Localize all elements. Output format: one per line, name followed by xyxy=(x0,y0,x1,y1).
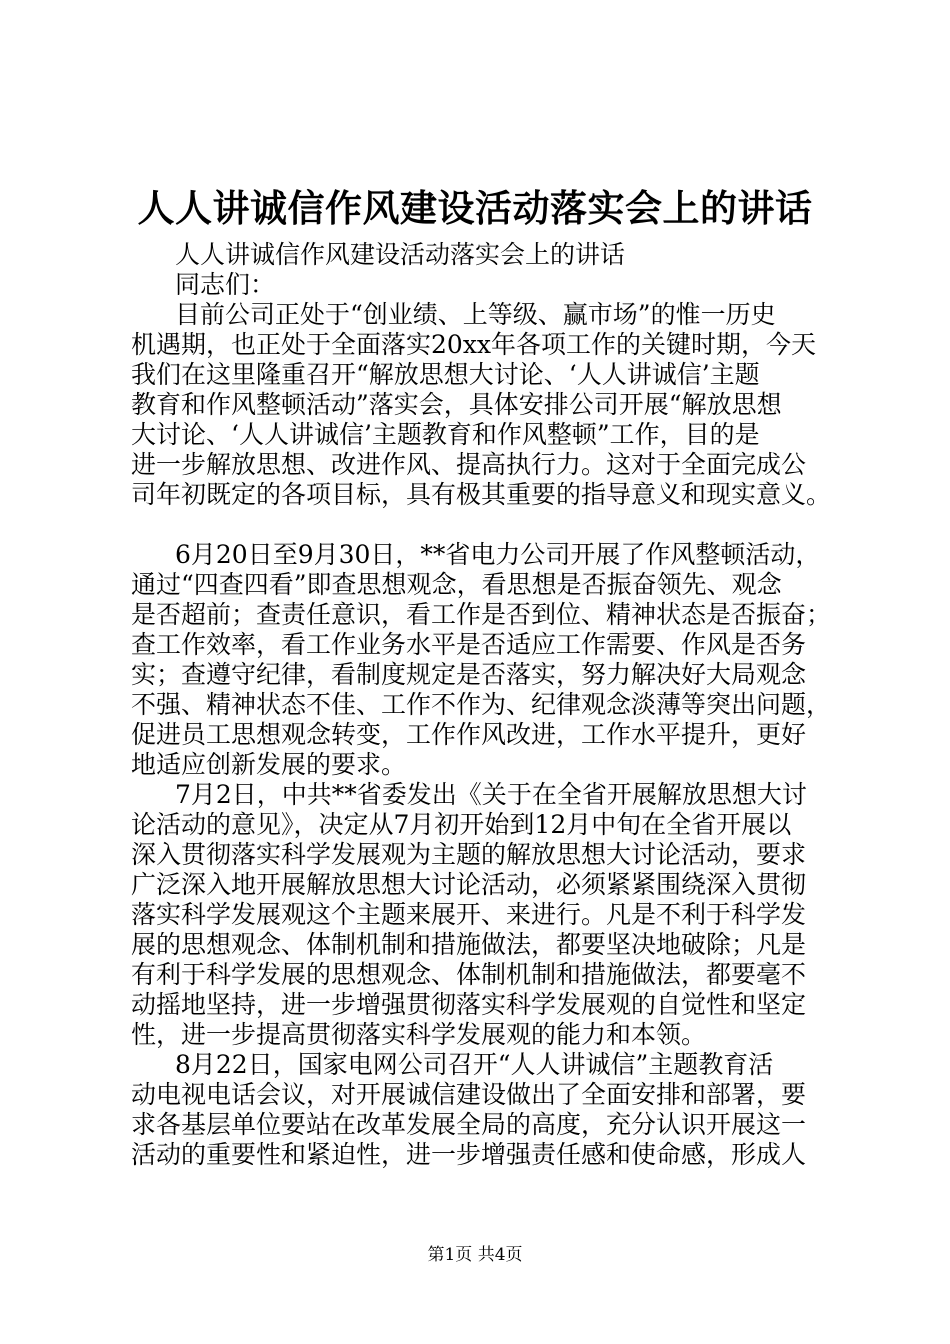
document-body xyxy=(131,240,831,1170)
text-line: 展的思想观念、体制机制和措施做法，都要坚决地破除；凡是 xyxy=(131,930,807,959)
text-line: 不强、精神状态不佳、工作不作为、纪律观念淡薄等突出问题， xyxy=(131,690,831,719)
text-line: 大讨论、‘人人讲诚信’主题教育和作风整顿”工作，目的是 xyxy=(131,420,760,449)
text-line: 查工作效率，看工作业务水平是否适应工作需要、作风是否务 xyxy=(131,630,807,659)
text-line: 通过“四查四看”即查思想观念，看思想是否振奋领先、观念 xyxy=(131,570,782,599)
text-line: 教育和作风整顿活动”落实会，具体安排公司开展“解放思想 xyxy=(131,390,782,419)
text-line: 实；查遵守纪律，看制度规定是否落实，努力解决好大局观念 xyxy=(131,660,807,689)
text-line: 求各基层单位要站在改革发展全局的高度，充分认识开展这一 xyxy=(131,1110,807,1139)
text-line: 我们在这里隆重召开“解放思想大讨论、‘人人讲诚信’主题 xyxy=(131,360,760,389)
blank-line xyxy=(131,510,831,540)
text-line: 人人讲诚信作风建设活动落实会上的讲话 xyxy=(175,240,626,269)
text-line: 进一步解放思想、改进作风、提高执行力。这对于全面完成公 xyxy=(131,450,807,479)
text-line: 8月22日，国家电网公司召开“人人讲诚信”主题教育活 xyxy=(175,1050,774,1079)
text-line: 地适应创新发展的要求。 xyxy=(131,750,407,779)
text-line: 是否超前；查责任意识，看工作是否到位、精神状态是否振奋； xyxy=(131,600,831,629)
text-line: 司年初既定的各项目标，具有极其重要的指导意义和现实意义。 xyxy=(131,480,831,509)
text-line: 动电视电话会议，对开展诚信建设做出了全面安排和部署，要 xyxy=(131,1080,807,1109)
text-line: 广泛深入地开展解放思想大讨论活动，必须紧紧围绕深入贯彻 xyxy=(131,870,807,899)
text-line: 6月20日至9月30日，**省电力公司开展了作风整顿活动， xyxy=(175,540,821,569)
text-line: 活动的重要性和紧迫性，进一步增强责任感和使命感，形成人 xyxy=(131,1140,807,1169)
document-title: 人人讲诚信作风建设活动落实会上的讲话 xyxy=(137,186,813,230)
text-line: 深入贯彻落实科学发展观为主题的解放思想大讨论活动，要求 xyxy=(131,840,807,869)
text-line: 目前公司正处于“创业绩、上等级、赢市场”的惟一历史 xyxy=(175,300,776,329)
text-line: 有利于科学发展的思想观念、体制机制和措施做法，都要毫不 xyxy=(131,960,807,989)
text-line: 性，进一步提高贯彻落实科学发展观的能力和本领。 xyxy=(131,1020,707,1049)
text-line: 机遇期，也正处于全面落实20xx年各项工作的关键时期，今天 xyxy=(131,330,817,359)
text-line: 落实科学发展观这个主题来展开、来进行。凡是不利于科学发 xyxy=(131,900,807,929)
text-line: 论活动的意见》，决定从7月初开始到12月中旬在全省开展以 xyxy=(131,810,792,839)
text-line: 同志们： xyxy=(175,270,276,299)
page-footer: 第1页 共4页 xyxy=(427,1245,523,1265)
text-line: 7月2日，中共**省委发出《关于在全省开展解放思想大讨 xyxy=(175,780,807,809)
text-line: 动摇地坚持，进一步增强贯彻落实科学发展观的自觉性和坚定 xyxy=(131,990,807,1019)
text-line: 促进员工思想观念转变，工作作风改进，工作水平提升，更好 xyxy=(131,720,807,749)
